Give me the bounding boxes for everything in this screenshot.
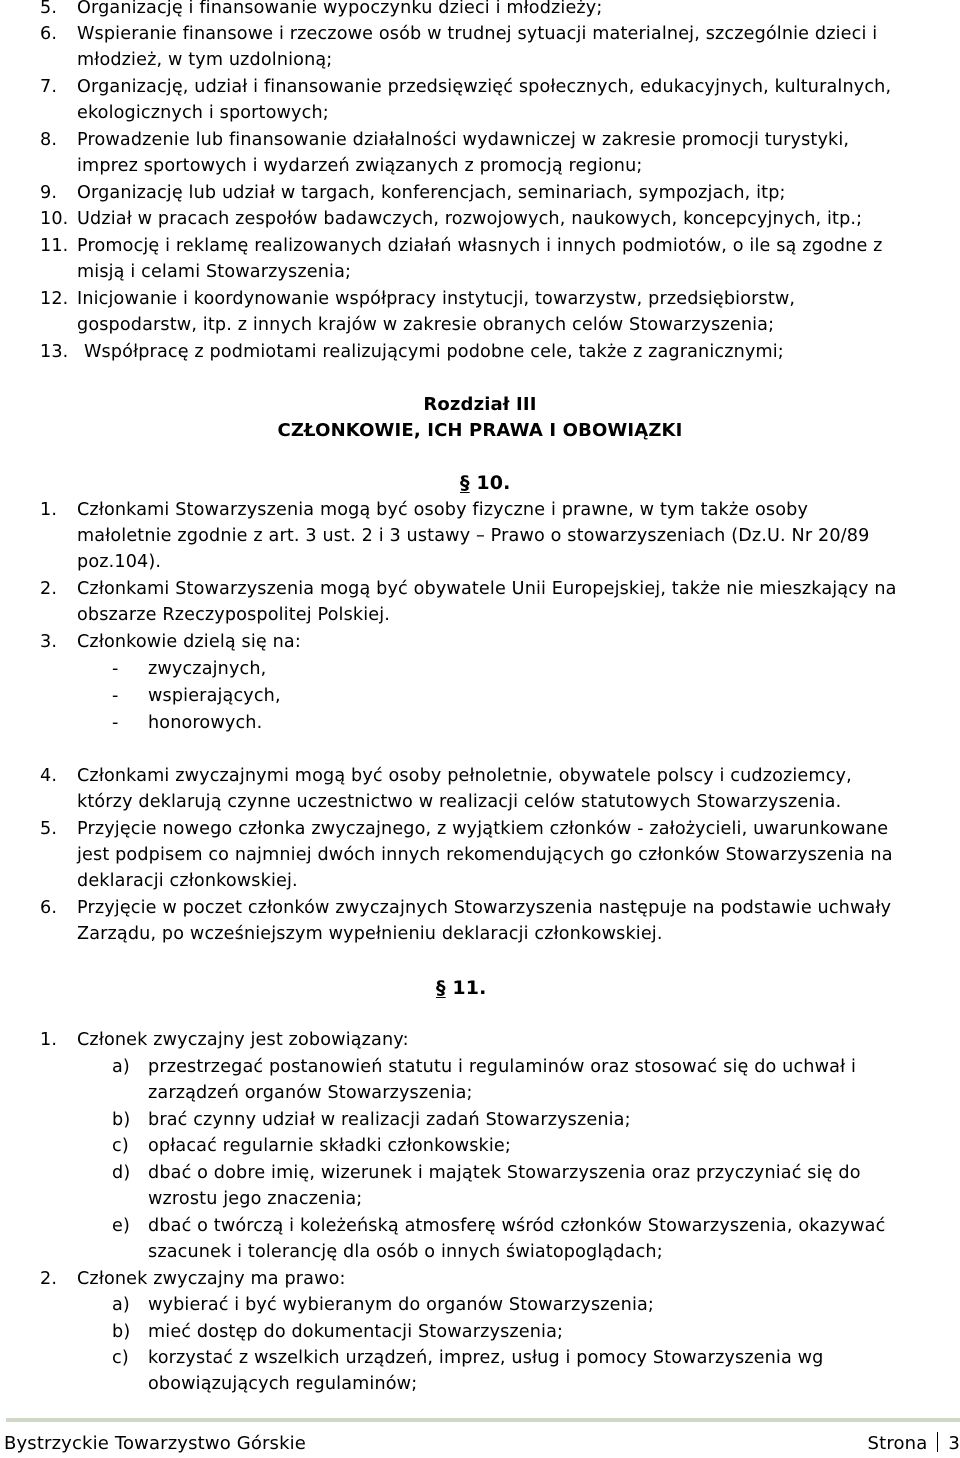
- list-item-text: Organizację i finansowanie wypoczynku dzieci i młodzieży;: [77, 0, 603, 18]
- list-item-number: 5.: [40, 0, 58, 18]
- list-item-text: Promocję i reklamę realizowanych działań własnych i innych podmiotów, o ile są zgodne z: [77, 236, 883, 256]
- list-item-number: 6.: [40, 898, 58, 918]
- chapter-subtitle: CZŁONKOWIE, ICH PRAWA I OBOWIĄZKI: [277, 420, 683, 441]
- list-item-text: Wspieranie finansowe i rzeczowe osób w trudnej sytuacji materialnej, szczególnie dzieci i: [77, 24, 878, 44]
- list-item-number: 11.: [40, 236, 69, 256]
- footer-page-label: Strona: [867, 1433, 928, 1454]
- list-item-text: Organizację lub udział w targach, konferencjach, seminariach, sympozjach, itp;: [77, 183, 786, 203]
- subitem-letter: c): [112, 1136, 129, 1156]
- list-item-text: Przyjęcie nowego członka zwyczajnego, z wyjątkiem członków - założycieli, uwarunkowane: [77, 819, 889, 839]
- subitem-letter: e): [112, 1216, 130, 1236]
- subitem-text: wzrostu jego znaczenia;: [148, 1189, 363, 1209]
- member-type-dash: -: [112, 713, 119, 733]
- list-item-text: poz.104).: [77, 552, 162, 572]
- subitem-text: obowiązujących regulaminów;: [148, 1374, 418, 1394]
- subitem-text: korzystać z wszelkich urządzeń, imprez, usług i pomocy Stowarzyszenia wg: [148, 1348, 824, 1368]
- list-item-text: Organizację, udział i finansowanie przedsięwzięć społecznych, edukacyjnych, kulturalnych,: [77, 77, 892, 97]
- subitem-letter: b): [112, 1110, 131, 1130]
- list-item-text: imprez sportowych i wydarzeń związanych z promocją regionu;: [77, 156, 643, 176]
- footer-page-indicator: [868, 1431, 960, 1457]
- subitem-letter: d): [112, 1163, 131, 1183]
- subitem-text: wybierać i być wybieranym do organów Stowarzyszenia;: [148, 1295, 654, 1315]
- list-item-text: misją i celami Stowarzyszenia;: [77, 262, 352, 282]
- list-item-text: deklaracji członkowskiej.: [77, 871, 298, 891]
- list-item-lead: Członek zwyczajny ma prawo:: [77, 1269, 346, 1289]
- list-item-number: 10.: [40, 209, 69, 229]
- list-item-text: Zarządu, po wcześniejszym wypełnieniu deklaracji członkowskiej.: [77, 924, 663, 944]
- list-item-text: młodzież, w tym uzdolnioną;: [77, 50, 333, 70]
- member-type-label: zwyczajnych,: [148, 659, 267, 679]
- subitem-text: przestrzegać postanowień statutu i regulaminów oraz stosować się do uchwał i: [148, 1057, 856, 1077]
- subitem-text: szacunek i tolerancję dla osób o innych światopoglądach;: [148, 1242, 663, 1262]
- list-item-text: Członkowie dzielą się na:: [77, 632, 301, 652]
- chapter-title: Rozdział III: [423, 394, 537, 415]
- member-type-label: honorowych.: [148, 713, 263, 733]
- subitem-letter: c): [112, 1348, 129, 1368]
- list-item-number: 5.: [40, 819, 58, 839]
- list-item-text: jest podpisem co najmniej dwóch innych rekomendujących go członków Stowarzyszenia na: [77, 845, 893, 865]
- list-item-text: Członkami Stowarzyszenia mogą być osoby fizyczne i prawne, w tym także osoby: [77, 500, 809, 520]
- list-item-number: 3.: [40, 632, 58, 652]
- section-10-heading: [460, 470, 511, 496]
- footer-page-number: 3: [948, 1433, 960, 1454]
- list-item-number: 7.: [40, 77, 58, 97]
- section-sign: §: [460, 472, 470, 494]
- list-item-number: 4.: [40, 766, 58, 786]
- list-item-text: Inicjowanie i koordynowanie współpracy instytucji, towarzystw, przedsiębiorstw,: [77, 289, 796, 309]
- section-number: 10.: [476, 472, 511, 494]
- footer-separator: [937, 1432, 938, 1452]
- list-item-text: Członkami zwyczajnymi mogą być osoby pełnoletnie, obywatele polscy i cudzoziemcy,: [77, 766, 852, 786]
- list-item-number: 6.: [40, 24, 58, 44]
- member-type-dash: -: [112, 659, 119, 679]
- list-item-text: Udział w pracach zespołów badawczych, rozwojowych, naukowych, koncepcyjnych, itp.;: [77, 209, 863, 229]
- list-item-number: 1.: [40, 1030, 58, 1050]
- list-item-text: Przyjęcie w poczet członków zwyczajnych Stowarzyszenia następuje na podstawie uchwały: [77, 898, 892, 918]
- subitem-text: zarządzeń organów Stowarzyszenia;: [148, 1083, 473, 1103]
- list-item-number: 2.: [40, 579, 58, 599]
- list-item-number: 12.: [40, 289, 69, 309]
- list-item-number: 2.: [40, 1269, 58, 1289]
- member-type-label: wspierających,: [148, 686, 281, 706]
- footer-org-name: Bystrzyckie Towarzystwo Górskie: [4, 1433, 307, 1454]
- list-item-number: 13.: [40, 342, 69, 362]
- subitem-text: dbać o dobre imię, wizerunek i majątek Stowarzyszenia oraz przyczyniać się do: [148, 1163, 861, 1183]
- footer-divider: [6, 1418, 960, 1422]
- section-number: 11.: [452, 977, 487, 999]
- subitem-letter: a): [112, 1057, 130, 1077]
- list-item-text: małoletnie zgodnie z art. 3 ust. 2 i 3 ustawy – Prawo o stowarzyszeniach (Dz.U. Nr 20/89: [77, 526, 870, 546]
- subitem-letter: a): [112, 1295, 130, 1315]
- list-item-text: obszarze Rzeczypospolitej Polskiej.: [77, 605, 391, 625]
- subitem-text: opłacać regularnie składki członkowskie;: [148, 1136, 511, 1156]
- member-type-dash: -: [112, 686, 119, 706]
- subitem-text: brać czynny udział w realizacji zadań Stowarzyszenia;: [148, 1110, 631, 1130]
- list-item-text: Współpracę z podmiotami realizującymi podobne cele, także z zagranicznymi;: [84, 342, 784, 362]
- subitem-letter: b): [112, 1322, 131, 1342]
- list-item-number: 1.: [40, 500, 58, 520]
- list-item-lead: Członek zwyczajny jest zobowiązany:: [77, 1030, 409, 1050]
- list-item-text: którzy deklarują czynne uczestnictwo w realizacji celów statutowych Stowarzyszenia.: [77, 792, 842, 812]
- list-item-text: gospodarstw, itp. z innych krajów w zakresie obranych celów Stowarzyszenia;: [77, 315, 775, 335]
- list-item-text: Prowadzenie lub finansowanie działalności wydawniczej w zakresie promocji turystyki,: [77, 130, 850, 150]
- list-item-text: ekologicznych i sportowych;: [77, 103, 329, 123]
- section-11-heading: [436, 975, 487, 1001]
- list-item-number: 8.: [40, 130, 58, 150]
- list-item-number: 9.: [40, 183, 58, 203]
- list-item-text: Członkami Stowarzyszenia mogą być obywatele Unii Europejskiej, także nie mieszkający na: [77, 579, 897, 599]
- section-sign: §: [436, 977, 446, 999]
- subitem-text: mieć dostęp do dokumentacji Stowarzyszenia;: [148, 1322, 564, 1342]
- subitem-text: dbać o twórczą i koleżeńską atmosferę wśród członków Stowarzyszenia, okazywać: [148, 1216, 886, 1236]
